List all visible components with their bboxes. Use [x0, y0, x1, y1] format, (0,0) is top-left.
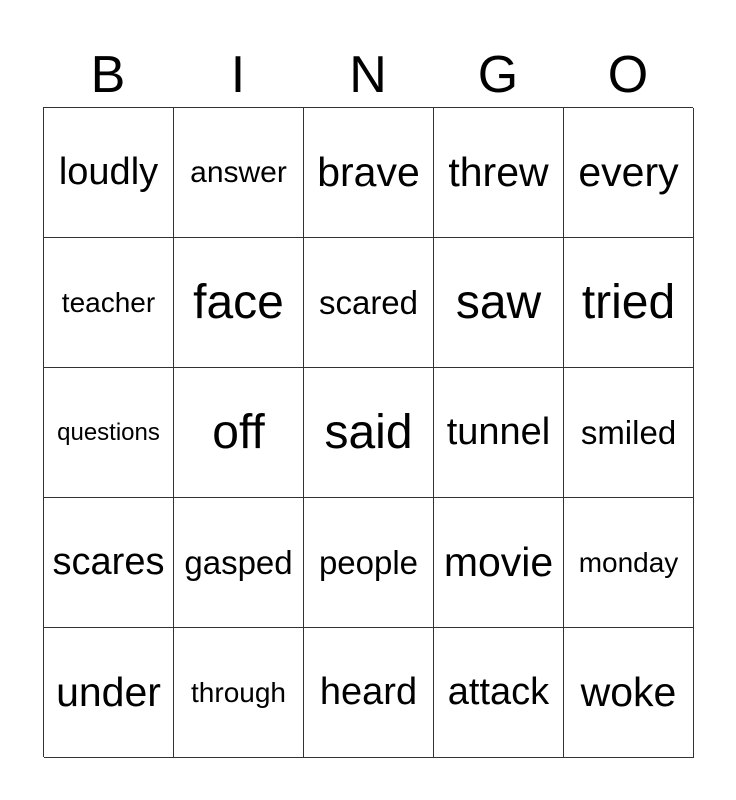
bingo-cell[interactable]: monday [564, 498, 694, 628]
bingo-cell[interactable]: face [174, 238, 304, 368]
bingo-cell[interactable]: movie [434, 498, 564, 628]
bingo-cell[interactable]: off [174, 368, 304, 498]
header-letter-i: I [230, 46, 246, 104]
bingo-cell[interactable]: heard [304, 628, 434, 758]
bingo-cell[interactable]: attack [434, 628, 564, 758]
header-letter-o: O [607, 46, 649, 104]
bingo-cell[interactable]: through [174, 628, 304, 758]
bingo-cell[interactable]: said [304, 368, 434, 498]
bingo-cell[interactable]: scared [304, 238, 434, 368]
bingo-cell[interactable]: smiled [564, 368, 694, 498]
bingo-board [43, 107, 693, 757]
bingo-cell[interactable]: tunnel [434, 368, 564, 498]
bingo-cell[interactable]: answer [174, 108, 304, 238]
bingo-cell[interactable]: scares [44, 498, 174, 628]
bingo-cell[interactable]: every [564, 108, 694, 238]
header-letter-g: G [477, 46, 519, 104]
bingo-header [43, 44, 693, 106]
bingo-cell[interactable]: questions [44, 368, 174, 498]
bingo-cell[interactable]: loudly [44, 108, 174, 238]
bingo-cell[interactable]: woke [564, 628, 694, 758]
bingo-cell[interactable]: brave [304, 108, 434, 238]
bingo-cell[interactable]: saw [434, 238, 564, 368]
bingo-cell[interactable]: under [44, 628, 174, 758]
bingo-cell[interactable]: people [304, 498, 434, 628]
bingo-cell[interactable]: tried [564, 238, 694, 368]
header-letter-n: N [349, 46, 387, 104]
bingo-cell[interactable]: teacher [44, 238, 174, 368]
bingo-cell[interactable]: gasped [174, 498, 304, 628]
bingo-cell[interactable]: threw [434, 108, 564, 238]
header-letter-b: B [90, 46, 126, 104]
